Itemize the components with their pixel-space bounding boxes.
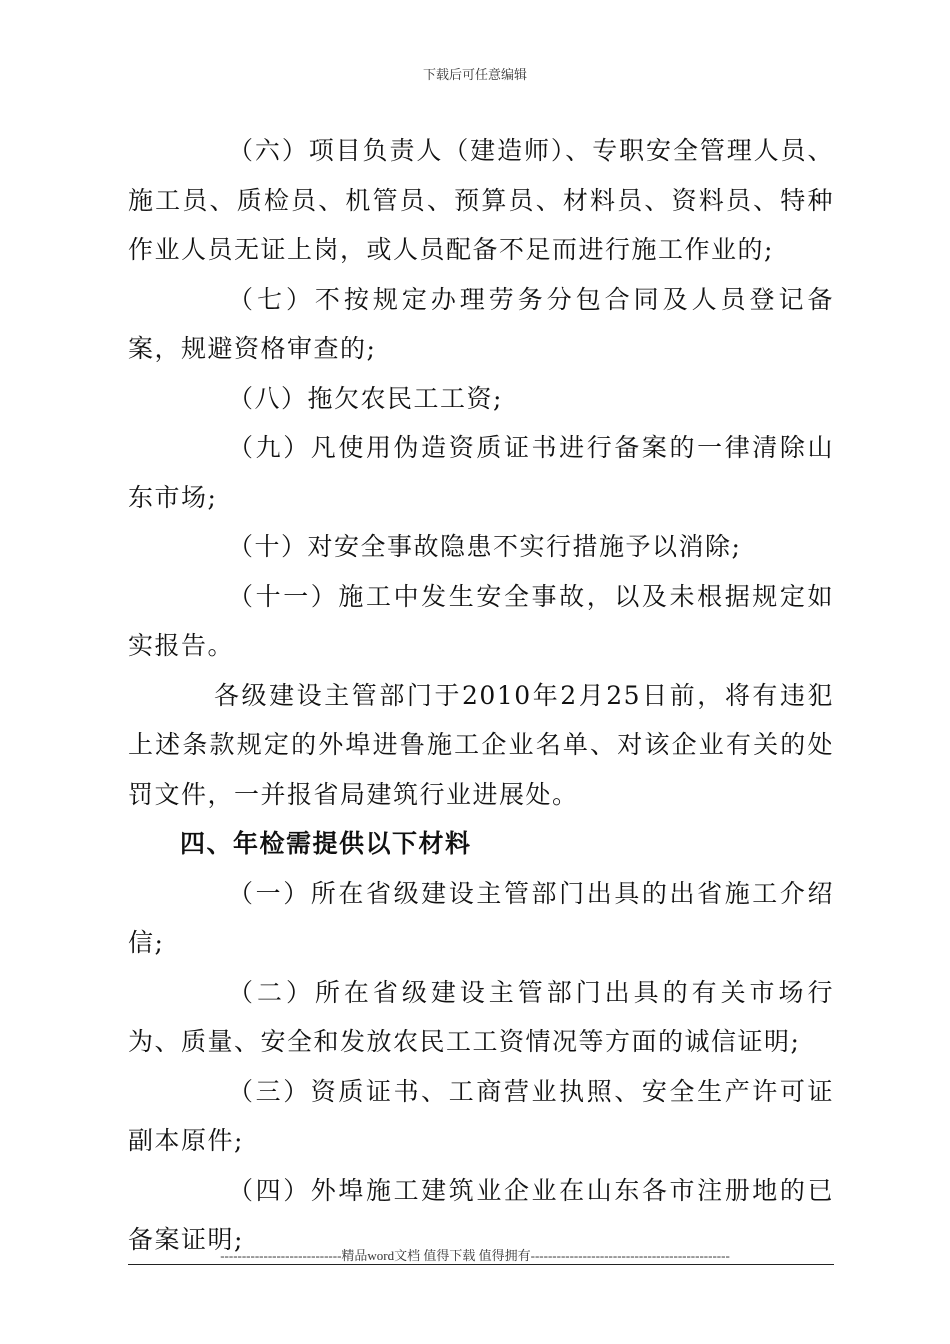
paragraph-deadline-notice: 各级建设主管部门于2010年2月25日前，将有违犯上述条款规定的外埠进鲁施工企业名单、对该企业有关的处罚文件，一并报省局建筑行业进展处。	[128, 680, 834, 809]
section4-item-1: （一）所在省级建设主管部门出具的出省施工介绍信;	[128, 878, 834, 957]
footer-divider	[128, 1264, 834, 1265]
page-header: 下载后可任意编辑	[422, 68, 527, 83]
paragraph-item-9: （九）凡使用伪造资质证书进行备案的一律清除山东市场;	[128, 433, 834, 512]
paragraph-item-8: （八）拖欠农民工工资;	[228, 383, 503, 413]
paragraph-item-6: （六）项目负责人（建造师）、专职安全管理人员、施工员、质检员、机管员、预算员、材料员、资料员、特种作业人员无证上岗，或人员配备不足而进行施工作业的;	[128, 136, 834, 264]
document-body	[128, 126, 834, 1265]
page-footer: ----------------------------精品word文档 值得下载 值得拥有----------------------------------------------	[220, 1248, 730, 1263]
paragraph-item-11: （十一）施工中发生安全事故，以及未根据规定如实报告。	[128, 581, 834, 660]
paragraph-item-7: （七）不按规定办理劳务分包合同及人员登记备案，规避资格审查的;	[128, 284, 834, 363]
section-heading-4: 四、年检需提供以下材料	[180, 829, 472, 858]
section4-item-4: （四）外埠施工建筑业企业在山东各市注册地的已备案证明;	[128, 1175, 834, 1254]
section4-item-3: （三）资质证书、工商营业执照、安全生产许可证副本原件;	[128, 1076, 834, 1155]
section4-item-2: （二）所在省级建设主管部门出具的有关市场行为、质量、安全和发放农民工工资情况等方面的诚信证明;	[128, 977, 834, 1056]
paragraph-item-10: （十）对安全事故隐患不实行措施予以消除;	[228, 532, 742, 561]
